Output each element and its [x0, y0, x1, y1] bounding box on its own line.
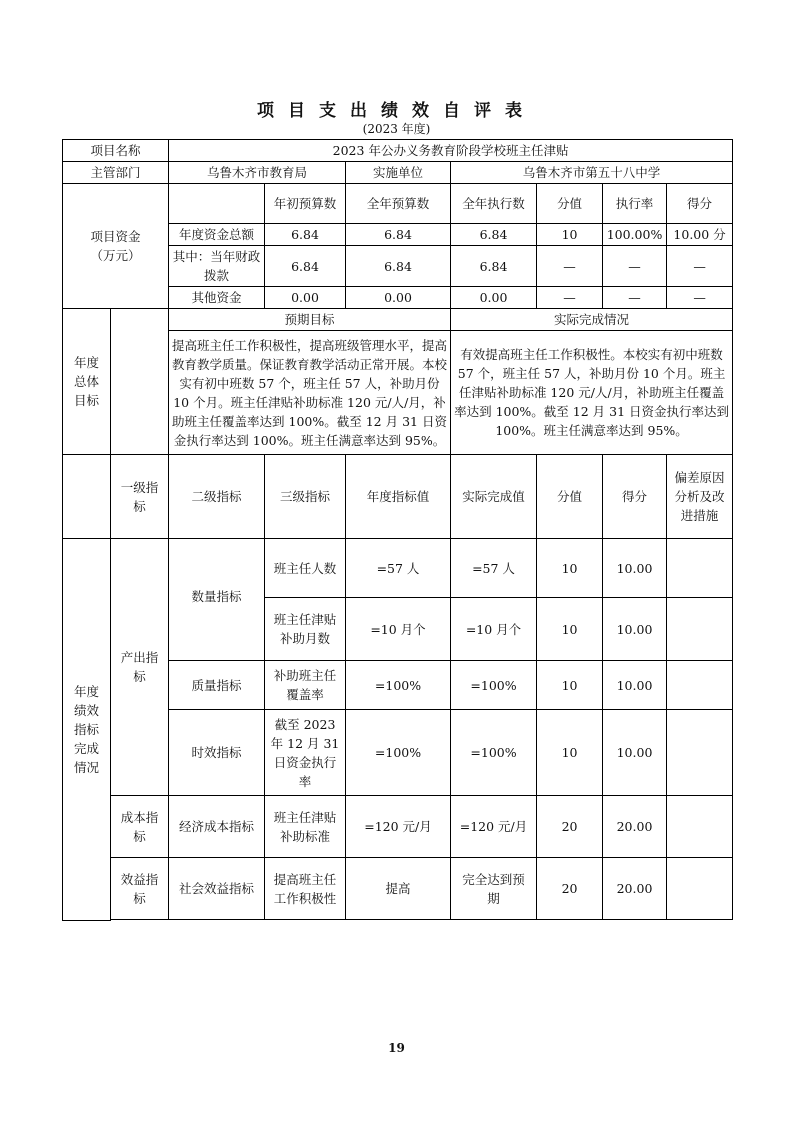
- funds-cell: —: [603, 287, 667, 309]
- score: 10.00: [603, 661, 667, 710]
- funds-header: 全年执行数: [451, 184, 537, 224]
- ind-header: 偏差原因分析及改进措施: [667, 455, 733, 539]
- score-value: 20: [537, 796, 603, 858]
- goal-spacer: [111, 309, 169, 455]
- score: 10.00: [603, 539, 667, 598]
- doc-year: (2023 年度): [362, 122, 431, 136]
- funds-cell: 10.00 分: [667, 224, 733, 246]
- funds-cell: —: [603, 246, 667, 287]
- target-value: =100%: [346, 661, 451, 710]
- goal-actual: 有效提高班主任工作积极性。本校实有初中班数 57 个，班主任 57 人，补助月份 10 个月。班主任津贴补助标准 120 元/人/月，补助班主任覆盖率达到 100%。截至 12 月 31 日资金执行率达到 100%。班主任满意率达到 95%。: [451, 331, 733, 455]
- ind-header: 一级指标: [111, 455, 169, 539]
- score-value: 10: [537, 539, 603, 598]
- note: [667, 598, 733, 661]
- l3-indicator: 班主任津贴补助月数: [265, 598, 346, 661]
- funds-cell: 6.84: [265, 224, 346, 246]
- dept-label: 主管部门: [63, 162, 169, 184]
- l3-indicator: 截至 2023 年 12 月 31 日资金执行率: [265, 710, 346, 796]
- time-label: 时效指标: [169, 710, 265, 796]
- page-number: 19: [388, 1041, 405, 1055]
- funds-cell: 0.00: [346, 287, 451, 309]
- performance-table: [62, 139, 733, 921]
- unit-label: 实施单位: [346, 162, 451, 184]
- funds-cell: —: [667, 246, 733, 287]
- doc-title: 项目支出绩效自评表: [257, 101, 536, 121]
- target-value: =10 月个: [346, 598, 451, 661]
- social-label: 社会效益指标: [169, 858, 265, 920]
- target-value: =120 元/月: [346, 796, 451, 858]
- ind-header: 三级指标: [265, 455, 346, 539]
- l3-indicator: 班主任津贴补助标准: [265, 796, 346, 858]
- table-end-spacer: [111, 920, 733, 921]
- actual-value: =100%: [451, 710, 537, 796]
- project-name: 2023 年公办义务教育阶段学校班主任津贴: [169, 140, 733, 162]
- score: 10.00: [603, 598, 667, 661]
- funds-cell: —: [537, 287, 603, 309]
- score-value: 10: [537, 661, 603, 710]
- l3-indicator: 补助班主任覆盖率: [265, 661, 346, 710]
- funds-header: 得分: [667, 184, 733, 224]
- target-value: =57 人: [346, 539, 451, 598]
- ind-header-blank: [63, 455, 111, 539]
- funds-cell: 6.84: [265, 246, 346, 287]
- goal-actual-header: 实际完成情况: [451, 309, 733, 331]
- funds-cell: 6.84: [346, 224, 451, 246]
- actual-value: =10 月个: [451, 598, 537, 661]
- project-name-label: 项目名称: [63, 140, 169, 162]
- funds-cell: 6.84: [346, 246, 451, 287]
- goal-label: 年度总体目标: [63, 309, 111, 455]
- ind-header: 年度指标值: [346, 455, 451, 539]
- goal-expected-header: 预期目标: [169, 309, 451, 331]
- goal-expected: 提高班主任工作积极性，提高班级管理水平，提高教育教学质量。保证教育教学活动正常开展。本校实有初中班数 57 个，班主任 57 人，补助月份 10 个月。班主任津贴补助标准 120 元/人/月，补助班主任覆盖率达到 100%。截至 12 月 31 日资金执行率达到 100%。班主任满意率达到 95%。: [169, 331, 451, 455]
- actual-value: =120 元/月: [451, 796, 537, 858]
- l3-indicator: 提高班主任工作积极性: [265, 858, 346, 920]
- quantity-label: 数量指标: [169, 539, 265, 661]
- unit: 乌鲁木齐市第五十八中学: [451, 162, 733, 184]
- score-value: 10: [537, 710, 603, 796]
- funds-header: 年初预算数: [265, 184, 346, 224]
- ind-header: 分值: [537, 455, 603, 539]
- dept: 乌鲁木齐市教育局: [169, 162, 346, 184]
- actual-value: =57 人: [451, 539, 537, 598]
- funds-row-label: 年度资金总额: [169, 224, 265, 246]
- funds-cell: 100.00%: [603, 224, 667, 246]
- funds-cell: —: [667, 287, 733, 309]
- note: [667, 796, 733, 858]
- quality-label: 质量指标: [169, 661, 265, 710]
- perf-label: 年度绩效指标完成情况: [63, 539, 111, 921]
- benefit-label: 效益指标: [111, 858, 169, 920]
- score: 20.00: [603, 796, 667, 858]
- ind-header: 得分: [603, 455, 667, 539]
- funds-cell: 0.00: [265, 287, 346, 309]
- note: [667, 710, 733, 796]
- funds-header: 分值: [537, 184, 603, 224]
- funds-cell: 0.00: [451, 287, 537, 309]
- funds-cell: 6.84: [451, 246, 537, 287]
- econ-label: 经济成本指标: [169, 796, 265, 858]
- actual-value: =100%: [451, 661, 537, 710]
- funds-cell: 10: [537, 224, 603, 246]
- funds-header: 全年预算数: [346, 184, 451, 224]
- score: 20.00: [603, 858, 667, 920]
- funds-row-label: 其中：当年财政拨款: [169, 246, 265, 287]
- ind-header: 二级指标: [169, 455, 265, 539]
- score: 10.00: [603, 710, 667, 796]
- note: [667, 858, 733, 920]
- funds-header-blank: [169, 184, 265, 224]
- note: [667, 661, 733, 710]
- funds-row-label: 其他资金: [169, 287, 265, 309]
- funds-label: 项目资金 （万元）: [63, 184, 169, 309]
- target-value: 提高: [346, 858, 451, 920]
- cost-label: 成本指标: [111, 796, 169, 858]
- actual-value: 完全达到预期: [451, 858, 537, 920]
- target-value: =100%: [346, 710, 451, 796]
- score-value: 20: [537, 858, 603, 920]
- funds-cell: 6.84: [451, 224, 537, 246]
- l3-indicator: 班主任人数: [265, 539, 346, 598]
- note: [667, 539, 733, 598]
- output-label: 产出指标: [111, 539, 169, 796]
- ind-header: 实际完成值: [451, 455, 537, 539]
- score-value: 10: [537, 598, 603, 661]
- funds-header: 执行率: [603, 184, 667, 224]
- funds-cell: —: [537, 246, 603, 287]
